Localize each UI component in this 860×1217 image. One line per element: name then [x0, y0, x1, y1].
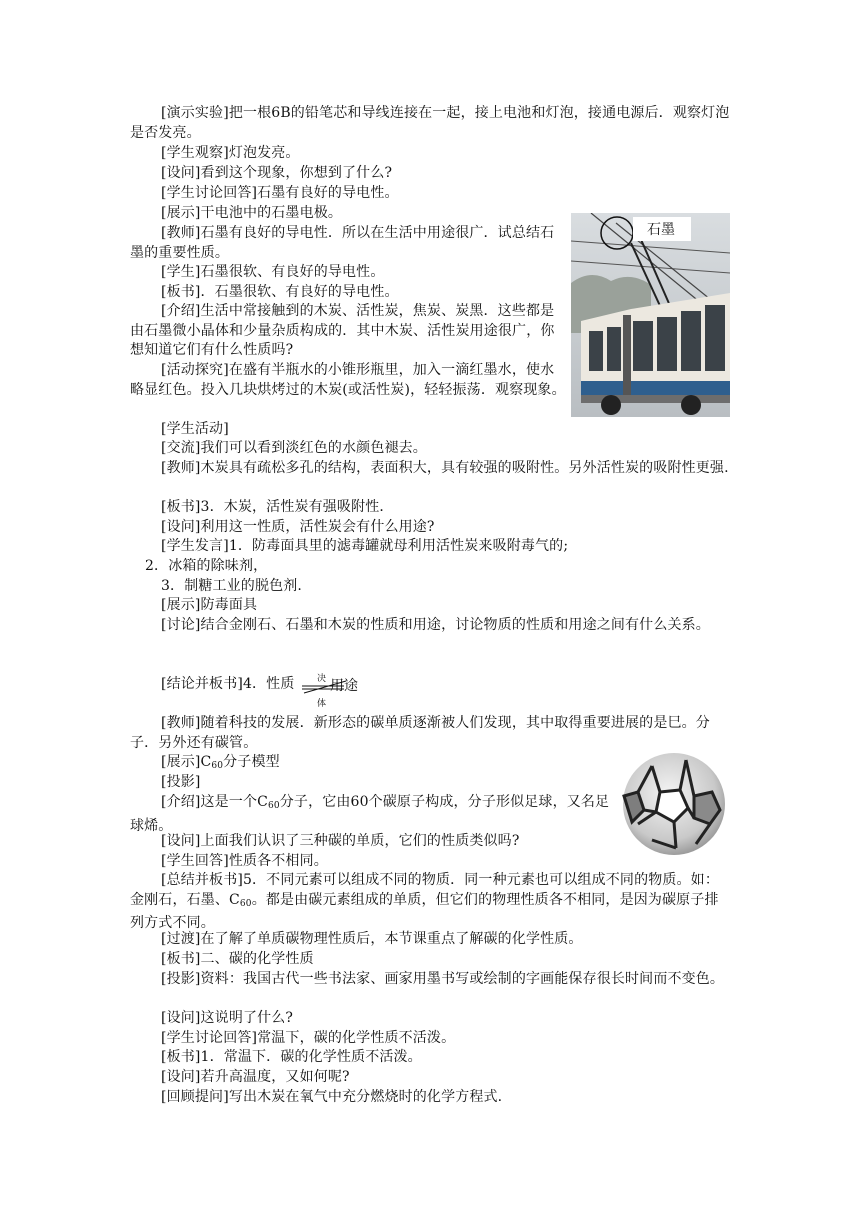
paragraph: [设问]若升高温度，又如何呢? — [161, 1069, 350, 1085]
paragraph: [讨论]结合金刚石、石墨和木炭的性质和用途，讨论物质的性质和用途之间有什么关系。 — [161, 617, 710, 633]
paragraph: [学生活动] — [161, 421, 229, 437]
graphite-label: 石墨 — [647, 222, 675, 238]
paragraph: [板书]3．木炭，活性炭有强吸附性． — [161, 499, 394, 515]
paragraph: [介绍]生活中常接触到的木炭、活性炭，焦炭、炭黑．这些都是由石墨微小晶体和少量杂质构成的．其中木炭、活性炭用途很广，你想知道它们有什么性质吗? — [130, 303, 555, 359]
relation-top-char: 决 — [317, 674, 327, 684]
paragraph: [设问]上面我们认识了三种碳的单质，它们的性质类似吗? — [161, 833, 520, 849]
paragraph: [展示]干电池中的石墨电极。 — [161, 205, 343, 221]
paragraph: [学生回答]性质各不相同。 — [161, 853, 328, 869]
paragraph: [设问]看到这个现象，你想到了什么? — [161, 165, 393, 181]
paragraph-conclusion — [130, 675, 730, 695]
paragraph: [交流]我们可以看到淡红色的水颜色褪去。 — [161, 440, 427, 456]
paragraph: [学生发言]1．防毒面具里的滤毒罐就母利用活性炭来吸附毒气的; — [161, 538, 569, 554]
paragraph: [展示]$C_{60}$分子模型 — [161, 754, 280, 771]
paragraph: [总结并板书]5．不同元素可以组成不同的物质．同一种元素也可以组成不同的物质。如：金刚石，石墨、$C_{60}$。都是由碳元素组成的单质，但它们的物理性质各不相同，是因为碳原子排列方式不同。 — [130, 872, 719, 932]
paragraph: [活动探究]在盛有半瓶水的小锥形瓶里，加入一滴红墨水，使水略显红色。投入几块烘烤过的木炭(或活性炭)，轻轻振荡．观察现象。 — [130, 362, 566, 398]
paragraph: [投影]资料：我国古代一些书法家、画家用墨书写或绘制的字画能保存很长时间而不变色。 — [161, 971, 725, 987]
relation-bottom-char: 体 — [317, 699, 327, 709]
conclusion-text: [结论并板书]4．性质 — [161, 676, 295, 692]
paragraph: [展示]防毒面具 — [161, 597, 258, 613]
paragraph: [教师]石墨有良好的导电性．所以在生活中用途很广．试总结石墨的重要性质。 — [130, 225, 555, 261]
paragraph: [投影] — [161, 774, 201, 790]
paragraph: [板书]二、碳的化学性质 — [161, 951, 314, 967]
c60-model-photo — [622, 752, 726, 856]
trolleybus-photo — [571, 213, 730, 417]
paragraph: [介绍]这是一个$C_{60}$分子，它由60个碳原子构成，分子形似足球，又名足球烯。 — [130, 794, 610, 834]
paragraph: [学生讨论回答]石墨有良好的导电性。 — [161, 185, 399, 201]
paragraph: [板书]1．常温下．碳的化学性质不活泼。 — [161, 1049, 422, 1065]
paragraph: [回顾提问]写出木炭在氧气中充分燃烧时的化学方程式. — [161, 1089, 503, 1105]
paragraph: [学生观察]灯泡发亮。 — [161, 145, 300, 161]
paragraph: [板书]．石墨很软、有良好的导电性。 — [161, 284, 399, 300]
paragraph: 3．制糖工业的脱色剂. — [161, 578, 303, 594]
paragraph: 2．冰箱的除味剂， — [145, 558, 268, 574]
c60-model-illustration — [622, 752, 726, 856]
trolleybus-illustration — [571, 213, 730, 417]
paragraph: [过渡]在了解了单质碳物理性质后，本节课重点了解碳的化学性质。 — [161, 931, 583, 947]
paragraph: [教师]随着科技的发展．新形态的碳单质逐渐被人们发现，其中取得重要进展的是巳。分子．另外还有碳管。 — [130, 715, 710, 751]
paragraph: [学生]石墨很软、有良好的导电性。 — [161, 264, 385, 280]
paragraph: [设问]这说明了什么? — [161, 1010, 294, 1026]
paragraph: [学生讨论回答]常温下，碳的化学性质不活泼。 — [161, 1030, 456, 1046]
property-use-relation — [300, 671, 370, 711]
paragraph: [演示实验]把一根6B的铅笔芯和导线连接在一起，接上电池和灯泡，接通电源后．观察灯泡是否发亮。 — [130, 105, 730, 141]
relation-tail-text: 用途 — [330, 678, 358, 694]
paragraph: [设问]利用这一性质，活性炭会有什么用途? — [161, 519, 435, 535]
paragraph: [教师]木炭具有疏松多孔的结构，表面积大，具有较强的吸附性。另外活性炭的吸附性更强. — [161, 460, 729, 476]
